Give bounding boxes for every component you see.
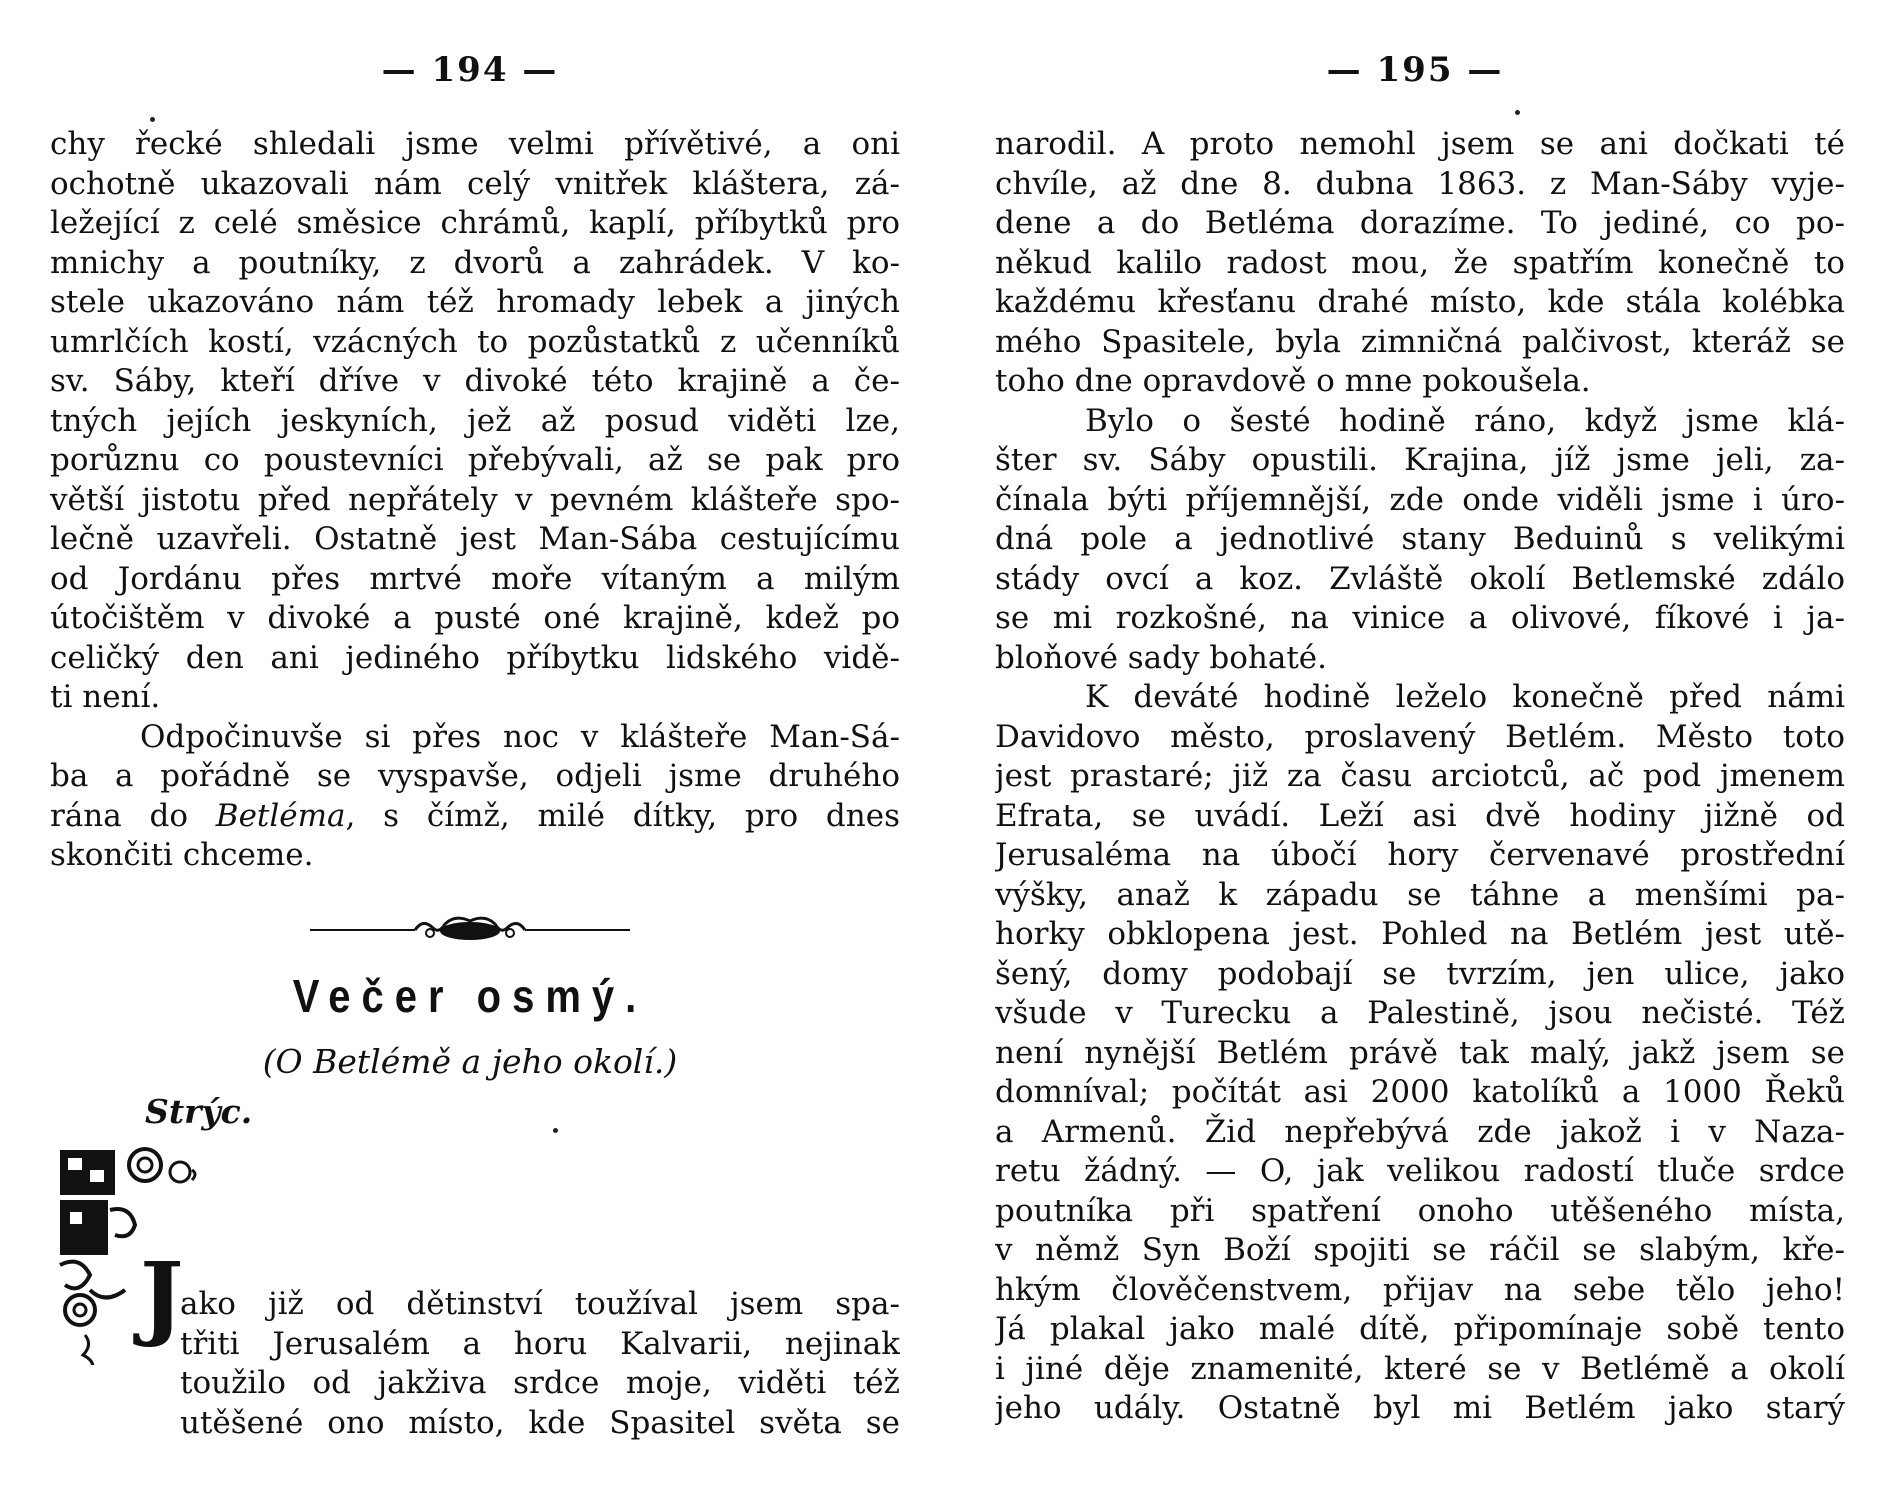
text-line: [50, 797, 900, 837]
decorative-initial: [50, 1140, 200, 1365]
text-fragment: , s čímž, milé dítky, pro dnes: [345, 797, 900, 834]
text-line: šter sv. Sáby opustili. Krajina, jíž jsme jeli, za-: [995, 442, 1845, 478]
ornamental-divider-icon: [310, 915, 630, 945]
print-speck: [553, 1128, 558, 1133]
speaker-label: Strýc.: [145, 1092, 253, 1131]
right-paragraph-2: [995, 402, 1845, 679]
text-line: Odpočinuvše si přes noc v klášteře Man-Sá-: [140, 718, 900, 755]
text-line: ti není.: [50, 679, 161, 715]
text-line: umrlčích kostí, vzácných to pozůstatků z učenníků: [50, 323, 900, 360]
text-line: dná pole a jednotlivé stany Beduinů s velikými: [995, 521, 1845, 557]
text-line: není nynější Betlém právě tak malý, jakž jsem se: [995, 1034, 1845, 1071]
text-line: Bylo o šesté hodině ráno, když jsme klá-: [1085, 402, 1845, 439]
print-speck: [150, 117, 155, 122]
text-line: útočištěm v divoké a pusté oné krajině, kdež po: [50, 600, 900, 636]
text-line: se mi rozkošné, na vinice a olivové, fíkové i ja-: [995, 600, 1845, 636]
right-page: [985, 0, 1845, 1500]
print-speck: [1515, 110, 1520, 115]
right-body-text: [995, 125, 1845, 1429]
text-line: v němž Syn Boží spojiti se ráčil se slabým, kře-: [995, 1232, 1845, 1268]
text-line: domníval; počítát asi 2000 katolíků a 1000 Řeků: [995, 1074, 1845, 1110]
text-line: porůznu co poustevníci přebývali, až se pak pro: [50, 442, 900, 478]
text-line: chvíle, až dne 8. dubna 1863. z Man-Sáby vyje-: [995, 165, 1845, 202]
right-paragraph-3: [995, 678, 1845, 1429]
text-line: někud kalilo radost mou, že spatřím konečně to: [995, 244, 1845, 281]
text-line: každému křesťanu drahé místo, kde stála kolébka: [995, 284, 1845, 320]
italic-place-name: Betléma: [215, 797, 346, 834]
text-line: celičký den ani jediného příbytku lidského vidě-: [50, 639, 900, 676]
text-line: K deváté hodině leželo konečně před námi: [1085, 679, 1845, 715]
text-line: tných jejích jeskyních, jež až posud viděti lze,: [50, 402, 900, 439]
text-line: čínala býti příjemnější, zde onde viděli jsme i úro-: [995, 481, 1845, 518]
text-line: třiti Jerusalém a horu Kalvarii, nejinak: [180, 1325, 900, 1362]
text-line: utěšené ono místo, kde Spasitel světa se: [180, 1404, 900, 1441]
text-line: jeho udály. Ostatně byl mi Betlém jako starý: [995, 1390, 1845, 1426]
text-line: všude v Turecku a Palestině, jsou nečisté. Též: [995, 995, 1845, 1031]
left-page: [40, 0, 900, 1500]
text-line: toužilo od jakživa srdce moje, viděti též: [180, 1365, 900, 1401]
text-line: od Jordánu přes mrtvé moře vítaným a milým: [50, 560, 900, 597]
text-line: skončiti chceme.: [50, 837, 314, 873]
text-line: i jiné děje znamenité, které se v Betlémě a okolí: [995, 1350, 1845, 1387]
page-number-left: — 194 —: [381, 50, 559, 90]
text-line: stele ukazováno nám též hromady lebek a jiných: [50, 284, 900, 320]
text-line: ležející z celé směsice chrámů, kaplí, příbytků pro: [50, 205, 900, 241]
left-paragraph-1: [50, 125, 900, 718]
text-line: stády ovcí a koz. Zvláště okolí Betlemské zdálo: [995, 560, 1845, 597]
text-line: ochotně ukazovali nám celý vnitřek kláštera, zá-: [50, 165, 900, 202]
text-fragment: rána do: [50, 797, 216, 834]
text-line: horky obklopena jest. Pohled na Betlém jest utě-: [995, 916, 1845, 952]
text-line: Jerusaléma na úbočí hory červenavé prostřední: [995, 837, 1845, 873]
text-line: větší jistotu před nepřátely v pevném klášteře spo-: [50, 481, 900, 518]
text-line: a Armenů. Žid nepřebývá zde jakož i v Naza-: [995, 1113, 1845, 1150]
left-body-text: [50, 125, 900, 876]
page-number-right: — 195 —: [1326, 50, 1504, 90]
text-line: poutníka při spatření onoho utěšeného místa,: [995, 1192, 1845, 1229]
chapter-subtitle: (O Betlémě a jeho okolí.): [262, 1042, 678, 1081]
text-line: šený, domy podobají se tvrzím, jen ulice, jako: [995, 955, 1845, 992]
left-initial-paragraph: [180, 1285, 900, 1443]
text-line: mnichy a poutníky, z dvorů a zahrádek. V ko-: [50, 244, 900, 281]
text-line: retu žádný. — O, jak velikou radostí tluče srdce: [995, 1153, 1845, 1189]
text-line: ako již od dětinství toužíval jsem spa-: [180, 1286, 900, 1322]
text-line: dene a do Betléma dorazíme. To jediné, co po-: [995, 205, 1845, 241]
text-line: chy řecké shledali jsme velmi přívětivé, a oni: [50, 126, 900, 162]
text-line: bloňové sady bohaté.: [995, 639, 1327, 676]
text-line: ba a pořádně se vyspavše, odjeli jsme druhého: [50, 758, 900, 794]
text-line: jest prastaré; již za času arciotců, ač pod jmenem: [995, 758, 1845, 794]
text-line: výšky, anaž k západu se táhne a menšími pa-: [995, 876, 1845, 913]
text-line: lečně uzavřeli. Ostatně jest Man-Sába cestujícímu: [50, 521, 900, 557]
text-line: Já plakal jako malé dítě, připomínaje sobě tento: [995, 1311, 1845, 1347]
text-line: hkým člověčenstvem, přijav na sebe tělo jeho!: [995, 1271, 1845, 1308]
text-line: narodil. A proto nemohl jsem se ani dočkati té: [995, 126, 1845, 162]
drop-cap-letter: J: [140, 1242, 184, 1350]
text-line: mého Spasitele, byla zimničná palčivost, kteráž se: [995, 323, 1845, 360]
text-line: sv. Sáby, kteří dříve v divoké této krajině a če-: [50, 363, 900, 399]
text-line: Davidovo město, proslavený Betlém. Město toto: [995, 718, 1845, 755]
text-line: Efrata, se uvádí. Leží asi dvě hodiny jižně od: [995, 797, 1845, 834]
left-paragraph-2: [50, 718, 900, 876]
chapter-title: Večer osmý.: [292, 971, 648, 1023]
text-line: toho dne opravdově o mne pokoušela.: [995, 363, 1591, 399]
right-paragraph-1: [995, 125, 1845, 402]
